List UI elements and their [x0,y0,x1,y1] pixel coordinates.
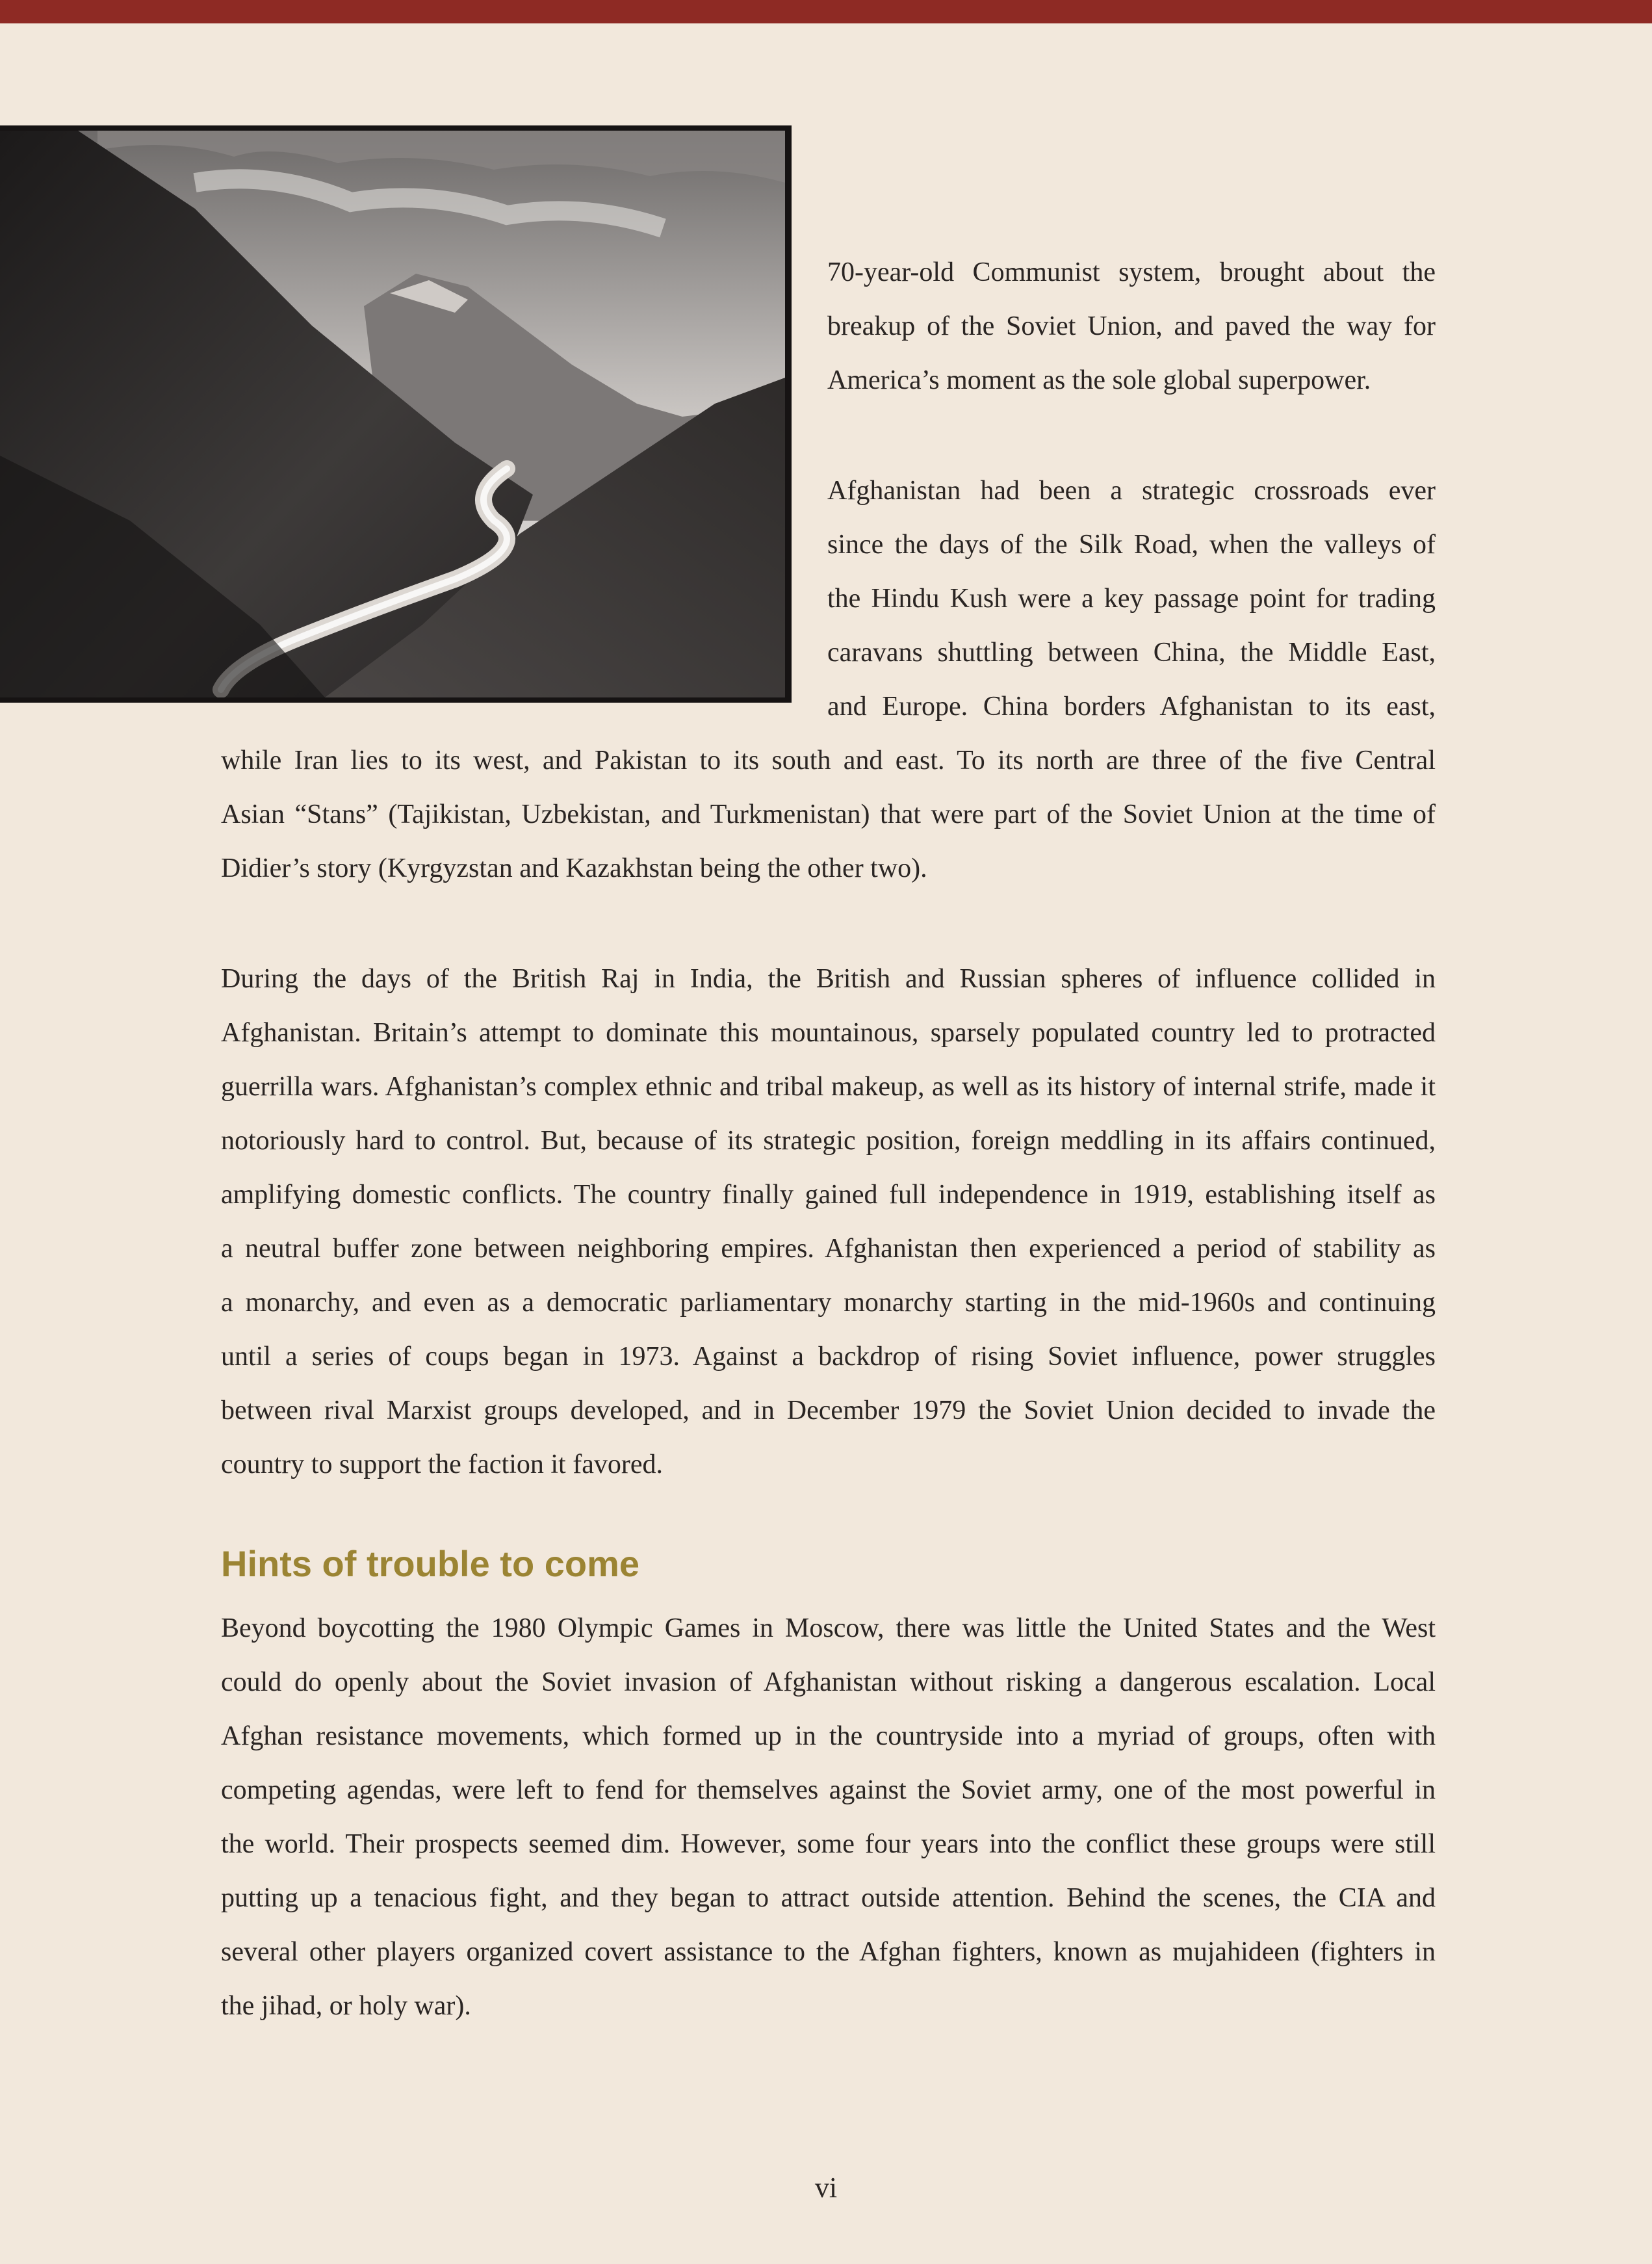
text-line: while Iran lies to its west, and Pakistan to its south and east. To its north are three of the five Central [221,746,1436,775]
text-line: During the days of the British Raj in India, the British and Russian spheres of influence collided in [221,964,1436,994]
top-color-band [0,0,1652,23]
text-line: guerrilla wars. Afghanistan’s complex ethnic and tribal makeup, as well as its history of internal strife, made it [221,1072,1436,1102]
text-line: Asian “Stans” (Tajikistan, Uzbekistan, and Turkmenistan) that were part of the Soviet Union at the time of [221,800,1436,829]
text-line: the world. Their prospects seemed dim. However, some four years into the conflict these groups were still [221,1829,1436,1859]
section-heading: Hints of trouble to come [221,1543,639,1584]
text-line: notoriously hard to control. But, because of its strategic position, foreign meddling in its affairs continued, [221,1126,1436,1156]
text-line: Afghanistan had been a strategic crossroads ever [827,476,1436,506]
text-line: putting up a tenacious fight, and they began to attract outside attention. Behind the scenes, the CIA and [221,1883,1436,1913]
text-line: Didier’s story (Kyrgyzstan and Kazakhstan being the other two). [221,853,927,883]
text-line: America’s moment as the sole global superpower. [827,365,1371,395]
page-number: vi [814,2172,838,2204]
text-line: could do openly about the Soviet invasion of Afghanistan without risking a dangerous escalation. Local [221,1667,1436,1697]
text-line: Afghanistan. Britain’s attempt to dominate this mountainous, sparsely populated country led to protracted [221,1018,1436,1048]
mountain-valley-photo [0,125,792,703]
text-line: the Hindu Kush were a key passage point for trading [827,584,1436,614]
text-line: a monarchy, and even as a democratic parliamentary monarchy starting in the mid-1960s and continuing [221,1288,1436,1318]
text-line: Beyond boycotting the 1980 Olympic Games in Moscow, there was little the United States and the West [221,1613,1436,1643]
text-line: between rival Marxist groups developed, and in December 1979 the Soviet Union decided to invade the [221,1396,1436,1425]
paragraph-british-raj [221,952,1436,1492]
paragraph-crossroads-top [827,464,1436,734]
paragraph-intro [827,246,1436,408]
text-line: several other players organized covert assistance to the Afghan fighters, known as mujahideen (fighters in [221,1937,1436,1967]
paragraph-olympics [221,1602,1436,2033]
text-line: competing agendas, were left to fend for themselves against the Soviet army, one of the most powerful in [221,1775,1436,1805]
text-line: a neutral buffer zone between neighboring empires. Afghanistan then experienced a period of stability as [221,1234,1436,1264]
text-line: country to support the faction it favored. [221,1450,663,1479]
text-line: Afghan resistance movements, which formed up in the countryside into a myriad of groups, often with [221,1721,1436,1751]
text-line: until a series of coups began in 1973. Against a backdrop of rising Soviet influence, power struggles [221,1342,1436,1372]
text-line: caravans shuttling between China, the Middle East, [827,638,1436,668]
text-line: and Europe. China borders Afghanistan to its east, [827,692,1436,722]
text-line: breakup of the Soviet Union, and paved the way for [827,311,1436,341]
text-line: the jihad, or holy war). [221,1991,471,2021]
text-line: amplifying domestic conflicts. The country finally gained full independence in 1919, establishing itself as [221,1180,1436,1210]
text-line: since the days of the Silk Road, when the valleys of [827,530,1436,560]
paragraph-crossroads-bottom [221,734,1436,896]
mountain-valley-image [0,131,785,697]
text-line: 70-year-old Communist system, brought about the [827,257,1436,287]
